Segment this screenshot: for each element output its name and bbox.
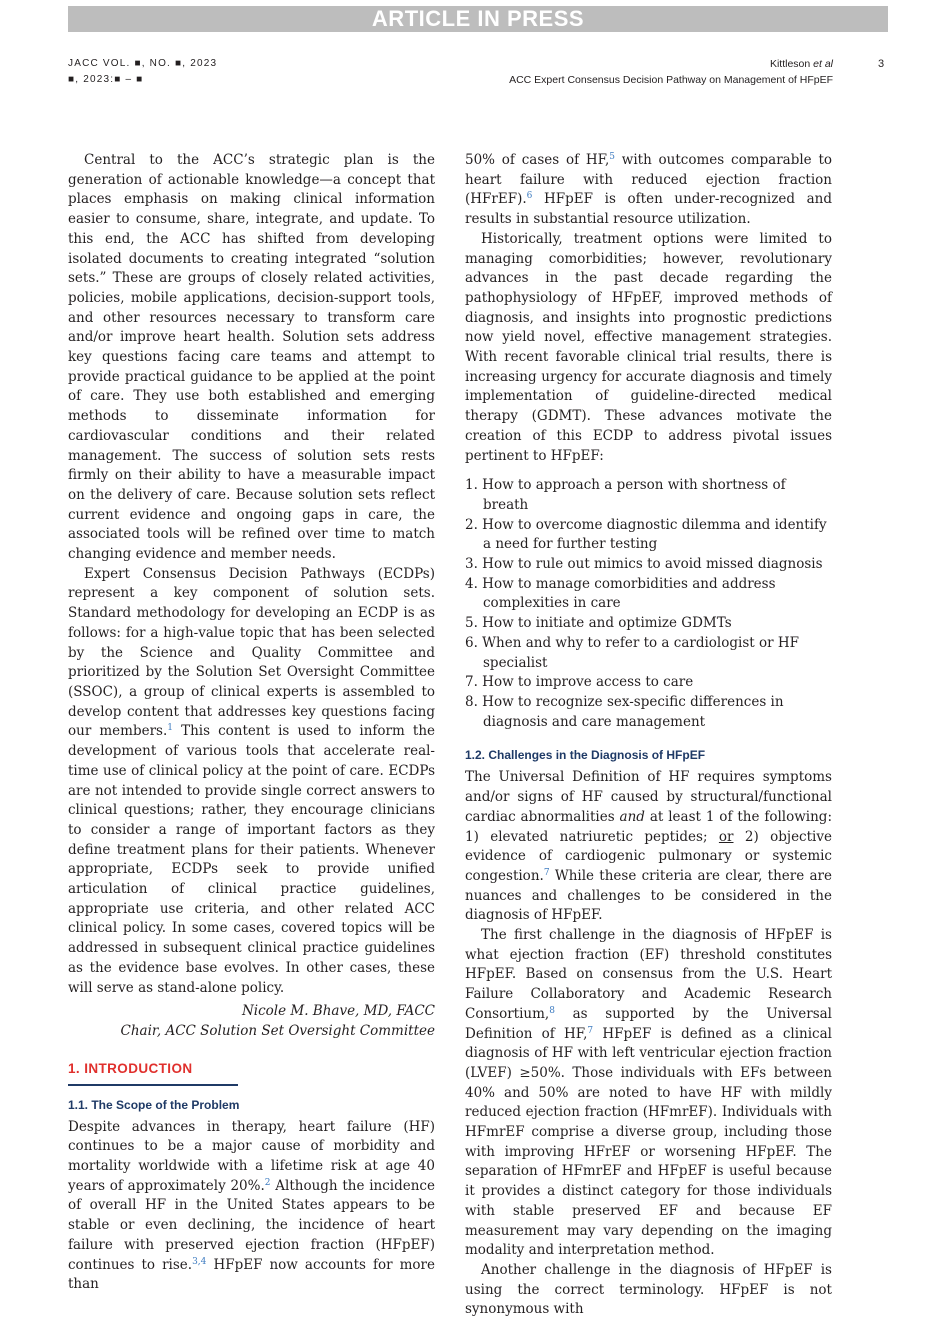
text-span: Despite advances in therapy, heart failure (HF) continues to be a major cause of morbidity and mortality worldwide with a lifetime risk at age 40 years of approximately 20%. xyxy=(68,1118,435,1194)
running-title: ACC Expert Consensus Decision Pathway on Management of HFpEF xyxy=(509,74,833,86)
paragraph-acc-strategic-plan: Central to the ACC’s strategic plan is the generation of actionable knowledge—a concept that places emphasis on making clinical information easier to consume, share, integrate, and update. To this end, the ACC has shifted from developing isolated documents to creating integrated “solution sets.” These are groups of closely related activities, policies, mobile applications, decision-support tools, and other resources necessary to transform care and/or improve heart health. Solution sets address key questions facing care teams and attempt to provide practical guidance to be applied at the point of care. They use both established and emerging methods to disseminate information for cardiovascular conditions and their related management. The success of solution sets rests firmly on their ability to have a measurable impact on the delivery of care. Because solution sets reflect current evidence and ongoing gaps in care, the associated tools will be refined over time to match changing evidence and member needs. xyxy=(68,152,435,563)
article-in-press-banner: ARTICLE IN PRESS xyxy=(68,6,888,32)
underlined-or: or xyxy=(718,828,734,845)
text-span: The Universal Definition of HF requires symptoms and/or signs of HF caused by structural/functional cardiac abnormalities xyxy=(465,769,832,825)
author-line xyxy=(509,56,833,72)
reference-link[interactable]: 6 xyxy=(526,191,533,202)
signature-title: Chair, ACC Solution Set Oversight Committee xyxy=(120,1022,435,1039)
text-span: The first challenge in the diagnosis of HFpEF is what ejection fraction (EF) threshold constitutes HFpEF. Based on consensus from the U.S. Heart Failure Collaboratory and Academic Research Consortium, xyxy=(465,927,832,1022)
text-span: HFpEF is defined as a clinical diagnosis of HF with left ventricular ejection fraction (LVEF) ≥50%. Those individuals with EFs between 40% and 50% are noted to have HF with mildly reduced ejection fraction (HFmrEF). Individuals with HFmrEF comprise a diverse group, including those with improving HFrEF or worsening HFpEF. The separation of HFmrEF and HFpEF is useful because it provides a distinct category for those individuals with stable preserved EF and because EF measurement may vary depending on the imaging modality and interpretation method. xyxy=(465,1025,832,1259)
list-item: 1. How to approach a person with shortness of breath xyxy=(465,477,786,513)
reference-link[interactable]: 1 xyxy=(167,723,173,734)
journal-volume-line: JACC VOL. ■, NO. ■, 2023 xyxy=(68,58,218,69)
left-column xyxy=(68,151,435,1295)
list-item: 7. How to improve access to care xyxy=(465,674,694,691)
text-span: Although the incidence of overall HF in the United States appears to be stable or even declining, the incidence of heart failure with preserved ejection fraction (HFpEF) continues to rise. xyxy=(68,1177,435,1273)
reference-link[interactable]: 7 xyxy=(543,867,550,878)
paragraph-universal-definition xyxy=(465,768,832,926)
paragraph-scope xyxy=(68,1118,435,1295)
text-span: HFpEF now accounts for more than xyxy=(68,1256,436,1293)
signature-name: Nicole M. Bhave, MD, FACC xyxy=(241,1003,435,1020)
text-span: HFpEF is often under-recognized and results in substantial resource utilization. xyxy=(465,191,832,228)
author-et-al: et al xyxy=(813,58,833,70)
section-rule xyxy=(68,1084,238,1086)
reference-link[interactable]: 7 xyxy=(587,1025,594,1036)
paragraph-ef-threshold xyxy=(465,926,832,1261)
text-span: While these criteria are clear, there are nuances and challenges to be considered in the diagnosis of HFpEF. xyxy=(465,867,832,924)
list-item: 2. How to overcome diagnostic dilemma and identify a need for further testing xyxy=(465,516,827,553)
section-heading: 1. INTRODUCTION xyxy=(68,1060,193,1076)
paragraph-hfpef-share xyxy=(465,151,832,230)
reference-link[interactable]: 8 xyxy=(549,1005,555,1016)
text-span: as supported by the Universal Definition of HF, xyxy=(465,1005,832,1042)
paragraph-terminology: Another challenge in the diagnosis of HFpEF is using the correct terminology. HFpEF is not synonymous with xyxy=(465,1261,832,1318)
pivotal-issues-list xyxy=(465,476,832,732)
text-span: at least 1 of the following: 1) elevated natriuretic peptides; xyxy=(465,808,832,845)
reference-link[interactable]: 5 xyxy=(609,152,615,162)
emphasis-and: and xyxy=(619,808,645,825)
page-number: 3 xyxy=(878,58,885,70)
paragraph-ecdp-methodology xyxy=(68,565,435,998)
text-span: This content is used to inform the development of various tools that accelerate real-time use of clinical policy at the point of care. ECDPs are not intended to provide single correct answers to clinical questions; rather, they encourage clinicians to consider a range of important factors as they define treatment plans for their patients. Whenever appropriate, ECDPs seek to provide unified articulation of clinical practice guidelines, appropriate use criteria, and other related ACC clinical policy. In some cases, covered topics will be addressed in subsequent clinical practice guidelines as the evidence base evolves. In other cases, these will serve as stand-alone policy. xyxy=(68,723,436,996)
text-span: 2) objective evidence of cardiogenic pulmonary or systemic congestion. xyxy=(465,828,832,884)
subsection-heading: 1.2. Challenges in the Diagnosis of HFpEF xyxy=(465,748,706,763)
author-name: Kittleson xyxy=(769,58,811,70)
list-item: 8. How to recognize sex-specific differences in diagnosis and care management xyxy=(465,693,784,730)
subsection-heading: 1.1. The Scope of the Problem xyxy=(68,1097,240,1112)
journal-date-line: ■, 2023:■ – ■ xyxy=(68,74,144,85)
list-item: 5. How to initiate and optimize GDMTs xyxy=(465,615,732,632)
text-span: Expert Consensus Decision Pathways (ECDPs) represent a key component of solution sets. Standard methodology for developing an ECDP is as follows: for a high-value topic that has been selected by the Science and Quality Committee and prioritized by the Solution Set Oversight Committee (SSOC), a group of clinical experts is assembled to develop content that addresses key questions facing our members. xyxy=(68,565,435,740)
text-span: with outcomes comparable to heart failure with reduced ejection fraction (HFrEF). xyxy=(465,152,832,208)
signature-block xyxy=(68,1002,435,1041)
list-item: 4. How to manage comorbidities and address complexities in care xyxy=(465,575,776,612)
reference-link[interactable]: 2 xyxy=(264,1177,271,1188)
text-span: 50% of cases of HF, xyxy=(465,152,610,168)
list-item: 6. When and why to refer to a cardiologist or HF specialist xyxy=(465,634,799,671)
journal-citation xyxy=(68,56,217,88)
reference-link[interactable]: 3,4 xyxy=(192,1256,207,1267)
list-item: 3. How to rule out mimics to avoid missed diagnosis xyxy=(465,556,823,573)
paragraph-history: Historically, treatment options were limited to managing comorbidities; however, revolutionary advances in the past decade regarding the pathophysiology of HFpEF, improved methods of diagnosis, and insights into prognostic predictions now yield novel, effective management strategies. With recent favorable clinical trial results, there is increasing urgency for accurate diagnosis and timely implementation of guideline-directed medical therapy (GDMT). These advances motivate the creation of this ECDP to address pivotal issues pertinent to HFpEF: xyxy=(465,230,832,464)
running-header xyxy=(509,56,833,88)
right-column xyxy=(465,151,832,1320)
